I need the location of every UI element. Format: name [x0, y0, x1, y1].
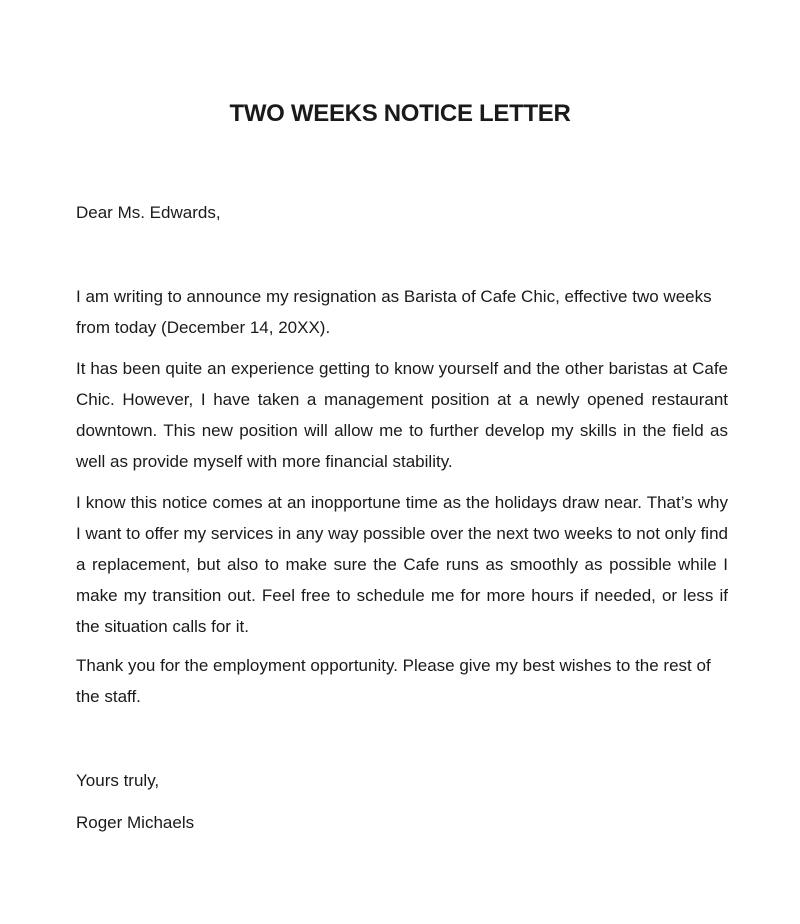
paragraph-transition-offer: I know this notice comes at an inopportune time as the holidays draw near. That’s why I want to offer my services in any way possible over the next two weeks to not only find a replacement, but also to make sure the Cafe runs as smoothly as possible while I make my transition out. Feel free to schedule me for more hours if needed, or less if the situation calls for it.: [76, 493, 728, 636]
closing: Yours truly,: [76, 771, 160, 790]
paragraph-thanks: Thank you for the employment opportunity. Please give my best wishes to the rest of the staff.: [76, 656, 711, 706]
paragraph-new-position: It has been quite an experience getting to know yourself and the other baristas at Cafe Chic. However, I have taken a management position at a newly opened restaurant downtown. This new position will allow me to further develop my skills in the field as well as provide myself with more financial stability.: [76, 359, 728, 471]
paragraph-resignation: I am writing to announce my resignation as Barista of Cafe Chic, effective two weeks from today (December 14, 20XX).: [76, 287, 712, 337]
letter-title: TWO WEEKS NOTICE LETTER: [229, 100, 571, 127]
salutation: Dear Ms. Edwards,: [76, 203, 221, 222]
signature-name: Roger Michaels: [76, 813, 195, 832]
